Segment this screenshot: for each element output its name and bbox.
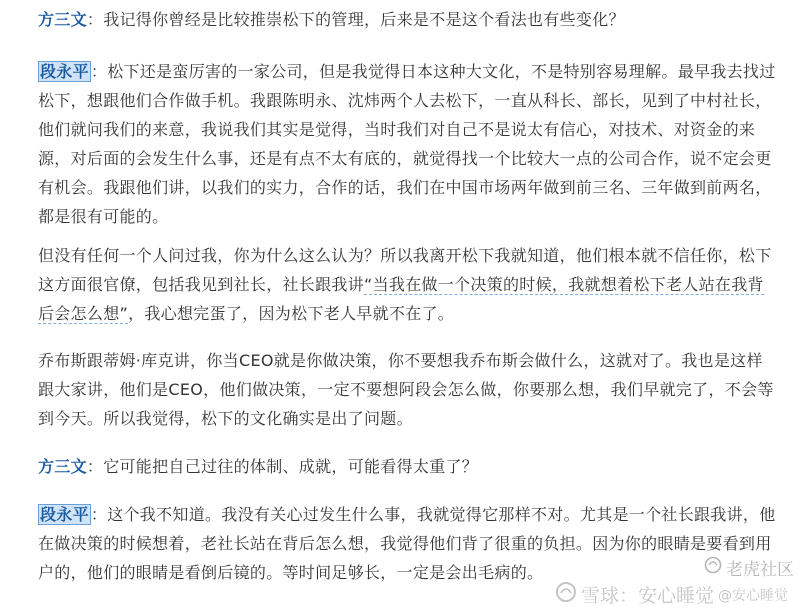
speaker-fang-2: 方三文 (38, 457, 87, 476)
tiger-watermark-text: 老虎社区 (726, 560, 794, 580)
question-1-text: ：我记得你曾经是比较推崇松下的管理，后来是不是这个看法也有些变化？ (86, 10, 625, 29)
paragraph-question-2 (38, 452, 478, 481)
snowball-handle-text: @安心睡觉 (718, 587, 788, 604)
answer-1b-post: ，我心想完蛋了，因为松下老人早就不在了。 (128, 304, 455, 323)
answer-1b-quote: “当我在做一个决策的时候，我就想着松下老人站在我背后会怎么想” (38, 275, 764, 323)
answer-1-text: ：松下还是蛮厉害的一家公司，但是我觉得日本这种大文化，不是特别容易理解。最早我去找过松下，想跟他们合作做手机。我跟陈明永、沈炜两个人去松下，一直从科长、部长，见到了中村社长，他们就问我们的来意，我说我们其实是觉得，当时我们对自己不是说太有信心，对技术、对资金的来源，对后面的会发生什么事，还是有点不太有底的，就觉得找一个比较大一点的公司合作，说不定会更有机会。我跟他们讲，以我们的实力，合作的话，我们在中国市场两年做到前三名、三年做到前两名，都是很有可能的。 (38, 62, 776, 226)
speaker-fang: 方三文 (38, 10, 87, 29)
paragraph-answer-2 (38, 500, 778, 587)
answer-2-text: ：这个我不知道。我没有关心过发生什么事，我就觉得它那样不对。尤其是一个社长跟我讲，他在做决策的时候想着，老社长站在背后怎么想，我觉得他们背了很重的负担。因为你的眼睛是要看到用户的，他们的眼睛是看倒后镜的。等时间足够长，一定是会出毛病的。 (38, 505, 776, 582)
speaker-duan-2: 段永平 (40, 505, 89, 524)
answer-1c-text: 乔布斯跟蒂姆·库克讲，你当CEO就是你做决策，你不要想我乔布斯会做什么，这就对了。我也是这样跟大家讲，他们是CEO，他们做决策，一定不要想阿段会怎么做，你要那么想，我们早就完了，不会等到今天。所以我觉得，松下的文化确实是出了问题。 (38, 351, 774, 428)
paragraph-answer-1c (38, 346, 778, 433)
question-2-text: ：它可能把自己过往的体制、成就，可能看得太重了？ (86, 457, 479, 476)
speaker-duan: 段永平 (40, 62, 89, 81)
paragraph-answer-1b (38, 241, 778, 328)
answer-1b-pre: 但没有任何一个人问过我，你为什么这么认为？所以我离开松下我就知道，他们根本就不信任你，松下这方面很官僚，包括我见到社长，社长跟我讲 (38, 246, 772, 294)
snowball-watermark-text: 雪球：安心睡觉 (580, 585, 714, 607)
paragraph-answer-1 (38, 57, 778, 231)
paragraph-question-1 (38, 5, 625, 34)
